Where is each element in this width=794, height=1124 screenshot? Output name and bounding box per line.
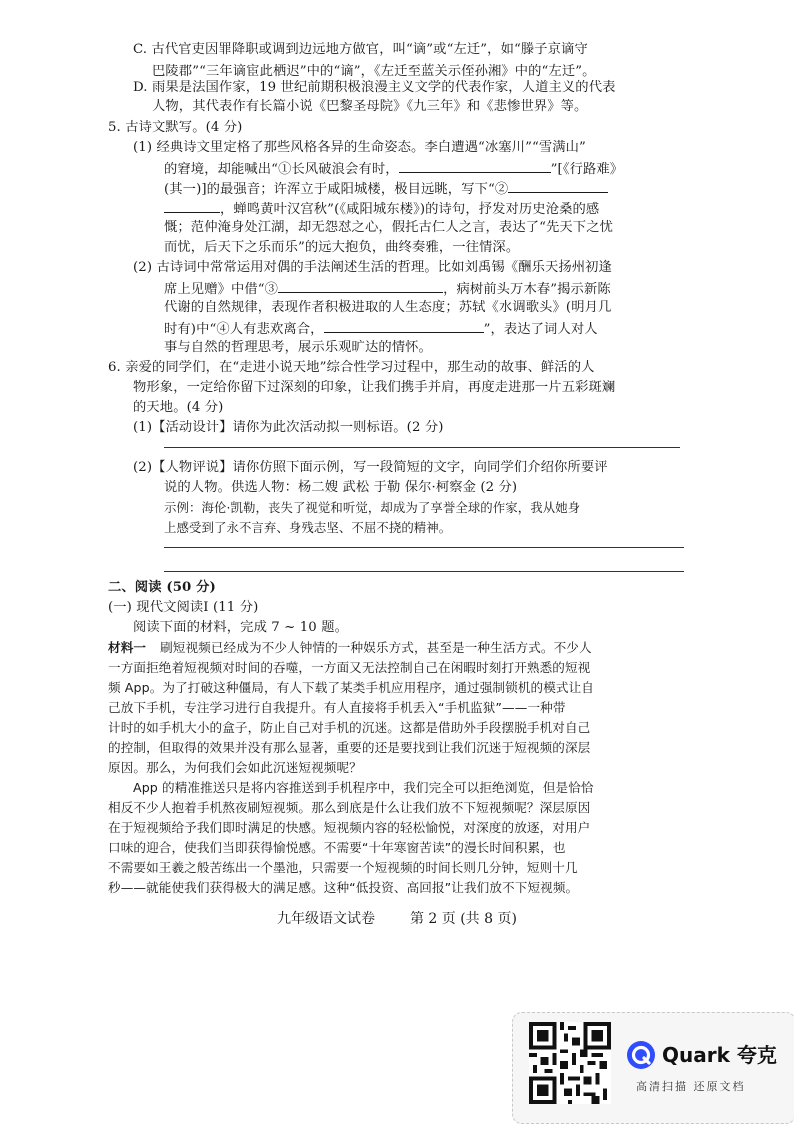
paragraph-2-line2: 相反不少人抱着手机熬夜刷短视频。那么到底是什么让我们放不下短视频呢？深层原因: [108, 800, 591, 815]
footer-page-number: 第 2 页 (共 8 页): [409, 911, 517, 927]
q5-1-line5: 慨；范仲淹身处江湖，却无怨怼之心，假托古仁人之言，表达了“先天下之忧: [164, 220, 613, 235]
q6-2-line1: (2)【人物评说】请你仿照下面示例，写一段简短的文字，向同学们介绍你所要评: [133, 460, 608, 475]
q5-1-line3: (其一)]的最强音；许浑立于咸阳城楼，极目远眺，写下“②: [164, 178, 608, 200]
q5-1-line4: ，蝉鸣黄叶汉宫秋”(《咸阳城东楼》)的诗句，抒发对历史沧桑的感: [164, 198, 599, 220]
answer-blank-4[interactable]: [324, 318, 484, 333]
q5-2-line3: 代谢的自然规律，表现作者积极进取的人生态度；苏轼《水调歌头》(明月几: [164, 300, 612, 315]
answer-blank-1[interactable]: [399, 158, 551, 173]
question-5-title: 5. 古诗文默写。(4 分): [108, 120, 243, 135]
q5-2-line4: 时有)中“④人有悲欢离合， ”，表达了词人对人: [164, 318, 598, 340]
material-1-line2: 一方面拒绝着短视频对时间的吞噬，一方面又无法控制自己在闲暇时刻打开熟悉的短视: [108, 660, 591, 675]
qr-code-icon[interactable]: [529, 1022, 611, 1104]
quark-logo-icon: [626, 1040, 656, 1070]
q5-2-line5: 事与自然的哲理思考，展示乐观旷达的情怀。: [164, 340, 432, 355]
q5-1-line6: 而忧，后天下之乐而乐”的远大抱负，曲终奏雅，一往情深。: [164, 240, 520, 255]
paragraph-2-line5: 不需要如王羲之般苦练出一个墨池，只需要一个短视频的时间长则几分钟，短则十几: [108, 860, 578, 875]
answer-line-2[interactable]: [164, 571, 684, 572]
material-1-line6: 的控制，但取得的效果并没有那么显著，重要的还是要找到让我们沉迷于短视频的深层: [108, 740, 591, 755]
q5-2-line1: (2) 古诗词中常常运用对偶的手法阐述生活的哲理。比如刘禹锡《酬乐天扬州初逢: [133, 260, 612, 275]
option-d-line2: 人物，其代表作有长篇小说《巴黎圣母院》《九三年》和《悲惨世界》等。: [152, 99, 588, 114]
paragraph-2-line1: App 的精准推送只是将内容推送到手机程序中，我们完全可以拒绝浏览，但是恰恰: [133, 780, 594, 795]
question-6-line3: 的天地。(4 分): [133, 400, 224, 415]
quark-tagline: 高清扫描 还原文档: [636, 1080, 746, 1093]
material-1-line7: 原因。那么，为何我们会如此沉迷短视频呢？: [108, 760, 362, 775]
q5-2-line2: 席上见赠》中借“③ ，病树前头万木春”揭示新陈: [164, 278, 611, 300]
question-6-line2: 物形象，一定给你留下过深刻的印象，让我们携手并肩，再度走进那一片五彩斑斓: [133, 380, 616, 395]
page-footer: [0, 908, 794, 928]
subsection-heading: (一) 现代文阅读Ⅰ (11 分): [108, 600, 259, 615]
q5-1-line1: (1) 经典诗文里定格了那些风格各异的生命姿态。李白遭遇“冰塞川”“雪满山”: [133, 140, 586, 155]
q6-1-prompt: (1)【活动设计】请你为此次活动拟一则标语。(2 分): [133, 420, 444, 435]
answer-blank-3[interactable]: [278, 278, 443, 293]
example-line1: 示例：海伦·凯勒，丧失了视觉和听觉，却成为了享誉全球的作家，我从她身: [164, 500, 581, 515]
material-1-line1: 材料一 刷短视频已经成为不少人钟情的一种娱乐方式，甚至是一种生活方式。不少人: [108, 640, 592, 655]
material-1-line5: 计时的如手机大小的盒子，防止自己对手机的沉迷。这都是借助外手段摆脱手机对自己: [108, 720, 591, 735]
answer-line-1[interactable]: [164, 547, 684, 548]
footer-subject: 九年级语文试卷: [277, 911, 376, 927]
question-6-line1: 6. 亲爱的同学们，在“走进小说天地”综合性学习过程中，那生动的故事、鲜活的人: [108, 360, 595, 375]
paragraph-2-line3: 在于短视频给予我们即时满足的快感。短视频内容的轻松愉悦，对深度的放逐，对用户: [108, 820, 591, 835]
reading-instruction: 阅读下面的材料，完成 7 ~ 10 题。: [133, 620, 348, 635]
q5-1-line2: 的窘境，却能喊出“①长风破浪会有时， ”[《行路难》: [164, 158, 623, 180]
paragraph-2-line4: 口味的迎合，使我们当即获得愉悦感。不需要“十年寒窗苦读”的漫长时间积累，也: [108, 840, 566, 855]
q6-2-line2: 说的人物。供选人物：杨二嫂 武松 于勒 保尔·柯察金 (2 分): [164, 480, 518, 495]
paragraph-2-line6: 秒——就能使我们获得极大的满足感。这种“低投资、高回报”让我们放不下短视频。: [108, 880, 579, 895]
section-2-heading: 二、阅读 (50 分): [108, 580, 216, 595]
material-1-line4: 己放下手机，专注学习进行自我提升。有人直接将手机丢入“手机监狱”——一种带: [108, 700, 566, 715]
option-c-line1: C. 古代官吏因罪降职或调到边远地方做官，叫“谪”或“左迁”，如“滕子京谪守: [133, 42, 588, 57]
answer-blank-2b[interactable]: [164, 198, 220, 213]
material-1-label: 材料一: [108, 640, 147, 655]
answer-line-slogan[interactable]: [164, 447, 680, 448]
quark-brand-name: Quark 夸克: [662, 1043, 777, 1067]
example-line2: 上感受到了永不言弃、身残志坚、不屈不挠的精神。: [164, 520, 452, 535]
option-c-line2: 巴陵郡”“三年谪宦此栖迟”中的“谪”，《左迁至蓝关示侄孙湘》中的“左迁”。: [152, 64, 596, 79]
answer-blank-2a[interactable]: [508, 178, 608, 193]
material-1-line3: 频 App。为了打破这种僵局，有人下载了某类手机应用程序，通过强制锁机的模式让自: [108, 680, 594, 695]
option-d-line1: D. 雨果是法国作家，19 世纪前期积极浪漫主义文学的代表作家，人道主义的代表: [133, 80, 616, 95]
